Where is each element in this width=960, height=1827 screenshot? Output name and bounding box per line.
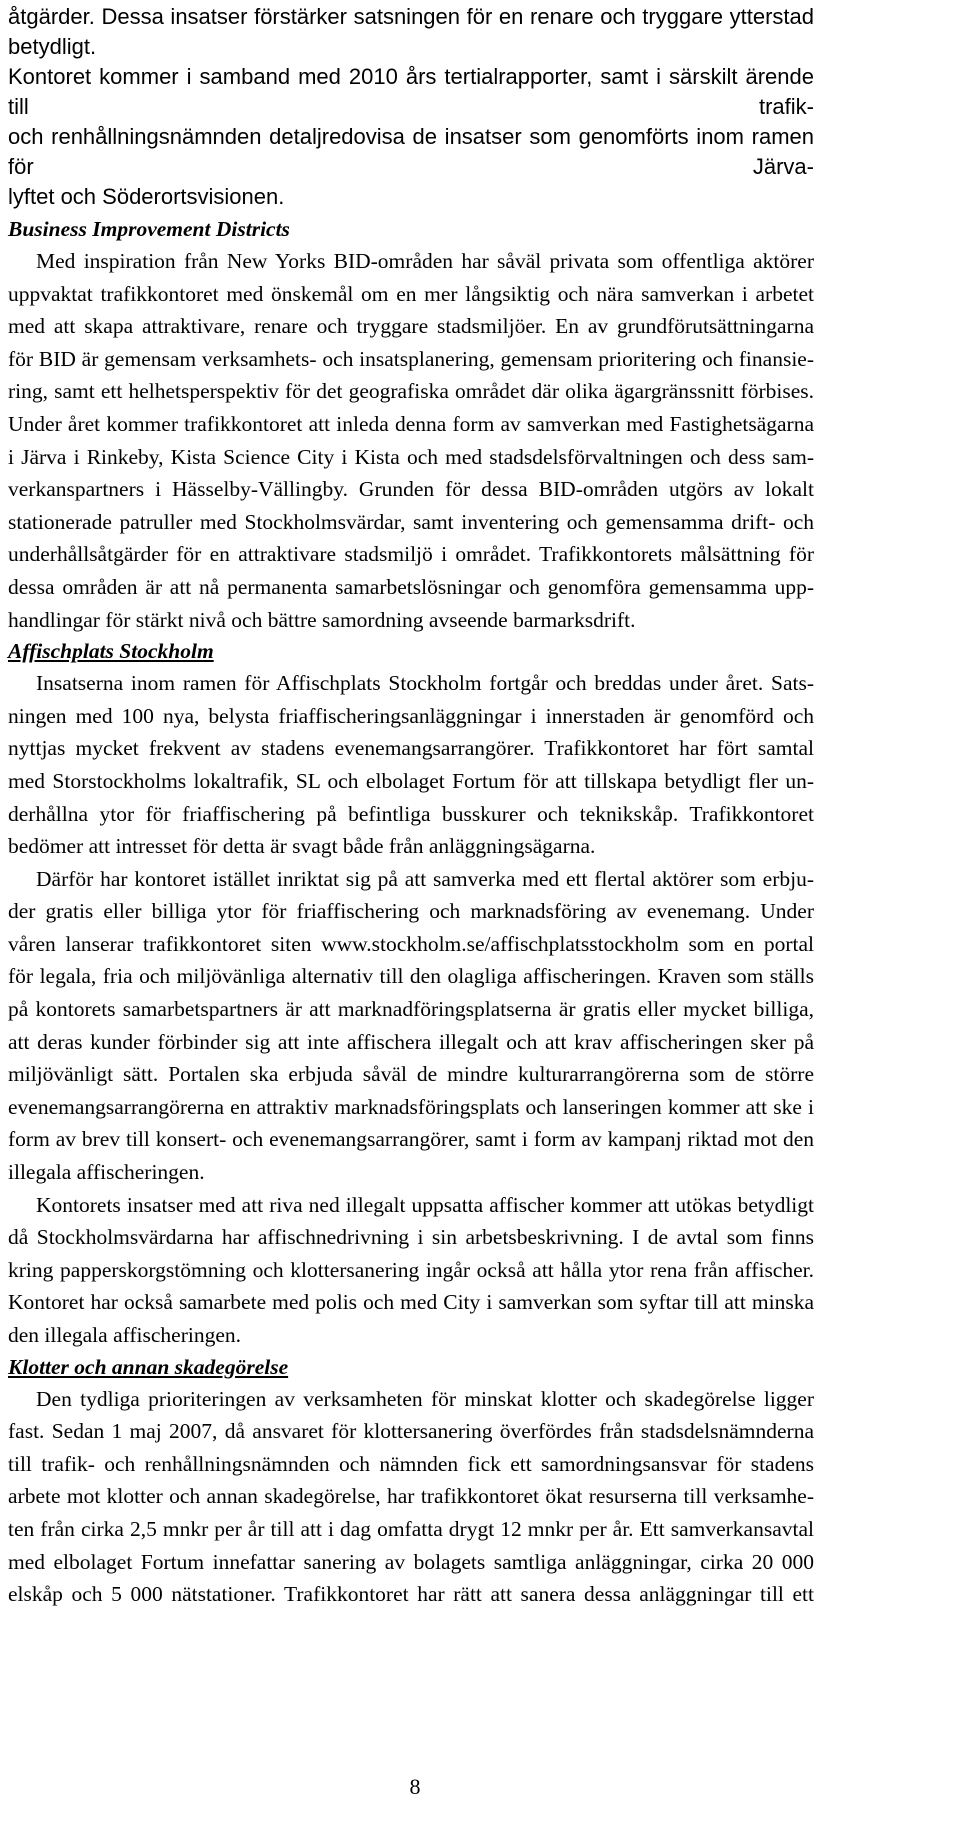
text-line: ningen med 100 nya, belysta friaffischeringsanläggningar i innerstaden är genomförd och: [8, 703, 814, 728]
page-number: 8: [409, 1774, 421, 1799]
text-line: med Storstockholms lokaltrafik, SL och elbolaget Fortum för att tillskapa betydligt fler un-: [8, 768, 814, 793]
text-line: der gratis eller billiga ytor för friaffischering och marknadsföring av evenemang. Under: [8, 899, 814, 924]
text-line: handlingar för stärkt nivå och bättre samordning avseende barmarksdrift.: [8, 607, 636, 632]
text-line: Kontorets insatser med att riva ned illegalt uppsatta affischer kommer att utökas betydligt: [36, 1192, 814, 1217]
affischplats-paragraph-1: [8, 667, 814, 863]
text-line: kring papperskorgstömning och klottersanering ingår också att hålla ytor rena från affischer.: [8, 1257, 814, 1282]
text-line: Kontoret har också samarbete med polis och med City i samverkan som syftar till att minska: [8, 1290, 814, 1315]
text-line: stationerade patruller med Stockholmsvärdar, samt inventering och gemensamma drift- och: [8, 509, 814, 534]
text-line: underhållsåtgärder för en attraktivare stadsmiljö i området. Trafikkontorets målsättning för: [8, 542, 814, 567]
section-heading-klotter: Klotter och annan skadegörelse: [8, 1354, 289, 1379]
text-line: åtgärder. Dessa insatser förstärker satsningen för en renare och tryggare ytterstad betydligt.: [8, 4, 814, 59]
intro-paragraph: [8, 0, 814, 212]
text-line: dessa områden är att nå permanenta samarbetslösningar och genomföra gemensamma upp-: [8, 574, 814, 599]
text-line: form av brev till konsert- och evenemangsarrangörer, samt i form av kampanj riktad mot den: [8, 1127, 814, 1152]
text-line: på kontorets samarbetspartners är att marknadföringsplatserna är gratis eller mycket billiga,: [8, 997, 814, 1022]
klotter-paragraph: [8, 1383, 814, 1611]
text-line: och renhållningsnämnden detaljredovisa de insatser som genomförts inom ramen för Järva-: [8, 124, 814, 179]
document-page: [8, 0, 814, 1611]
text-line: med att skapa attraktivare, renare och tryggare stadsmiljöer. En av grundförutsättningarna: [8, 314, 814, 339]
text-line: att deras kunder förbinder sig att inte affischera illegalt och att krav affischeringen sker på: [8, 1029, 814, 1054]
text-line: ring, samt ett helhetsperspektiv för det geografiska området där olika ägargränssnitt förbises.: [8, 379, 814, 404]
text-line: till trafik- och renhållningsnämnden och nämnden fick ett samordningsansvar för stadens: [8, 1451, 814, 1476]
text-line: lyftet och Söderortsvisionen.: [8, 184, 285, 209]
text-line: bedömer att intresset för detta är svagt både från anläggningsägarna.: [8, 834, 596, 859]
text-line: våren lanserar trafikkontoret siten www.stockholm.se/affischplatsstockholm som en portal: [8, 931, 814, 956]
section-heading-affischplats: Affischplats Stockholm: [8, 639, 214, 664]
text-line: nyttjas mycket frekvent av stadens evenemangsarrangörer. Trafikkontoret har fört samtal: [8, 736, 814, 761]
text-line: miljövänligt sätt. Portalen ska erbjuda såväl de mindre kulturarrangörerna som de större: [8, 1062, 814, 1087]
text-line: med elbolaget Fortum innefattar sanering av bolagets samtliga anläggningar, cirka 20 000: [8, 1549, 814, 1574]
text-line: Därför har kontoret istället inriktat sig på att samverka med ett flertal aktörer som erbju-: [36, 866, 814, 891]
text-line: för legala, fria och miljövänliga alternativ till den olagliga affischeringen. Kraven som ställs: [8, 964, 814, 989]
text-line: uppvaktat trafikkontoret med önskemål om en mer långsiktig och nära samverkan i arbetet: [8, 281, 814, 306]
text-line: Insatserna inom ramen för Affischplats Stockholm fortgår och breddas under året. Sats-: [36, 671, 814, 696]
bid-paragraph: [8, 245, 814, 636]
text-line: arbete mot klotter och annan skadegörelse, har trafikkontoret ökat resurserna till verksamhe-: [8, 1484, 814, 1509]
text-line: Kontoret kommer i samband med 2010 års tertialrapporter, samt i särskilt ärende till trafik-: [8, 64, 814, 119]
text-line: fast. Sedan 1 maj 2007, då ansvaret för klottersanering överfördes från stadsdelsnämnderna: [8, 1419, 814, 1444]
text-line: då Stockholmsvärdarna har affischnedrivning i sin arbetsbeskrivning. I de avtal som finns: [8, 1225, 814, 1250]
text-line: i Järva i Rinkeby, Kista Science City i Kista och med stadsdelsförvaltningen och dess sam-: [8, 444, 814, 469]
text-line: den illegala affischeringen.: [8, 1323, 242, 1347]
text-line: Den tydliga prioriteringen av verksamheten för minskat klotter och skadegörelse ligger: [36, 1386, 814, 1411]
text-line: derhållna ytor för friaffischering på befintliga busskurer och teknikskåp. Trafikkontoret: [8, 801, 814, 826]
text-line: för BID är gemensam verksamhets- och insatsplanering, gemensam prioritering och finansie-: [8, 346, 814, 371]
text-line: verkanspartners i Hässelby-Vällingby. Grunden för dessa BID-områden utgörs av lokalt: [8, 477, 814, 502]
text-line: Under året kommer trafikkontoret att inleda denna form av samverkan med Fastighetsägarna: [8, 411, 814, 436]
section-heading-bid: Business Improvement Districts: [8, 217, 290, 241]
text-line: Med inspiration från New Yorks BID-områden har såväl privata som offentliga aktörer: [36, 249, 814, 273]
affischplats-paragraph-2: [8, 863, 814, 1189]
text-line: illegala affischeringen.: [8, 1160, 205, 1185]
affischplats-paragraph-3: [8, 1189, 814, 1352]
text-line: ten från cirka 2,5 mnkr per år till att i dag omfatta drygt 12 mnkr per år. Ett samverkansavtal: [8, 1516, 814, 1541]
text-line: elskåp och 5 000 nätstationer. Trafikkontoret har rätt att sanera dessa anläggningar till ett: [8, 1582, 814, 1607]
text-line: evenemangsarrangörerna en attraktiv marknadsföringsplats och lanseringen kommer att ske i: [8, 1094, 814, 1119]
